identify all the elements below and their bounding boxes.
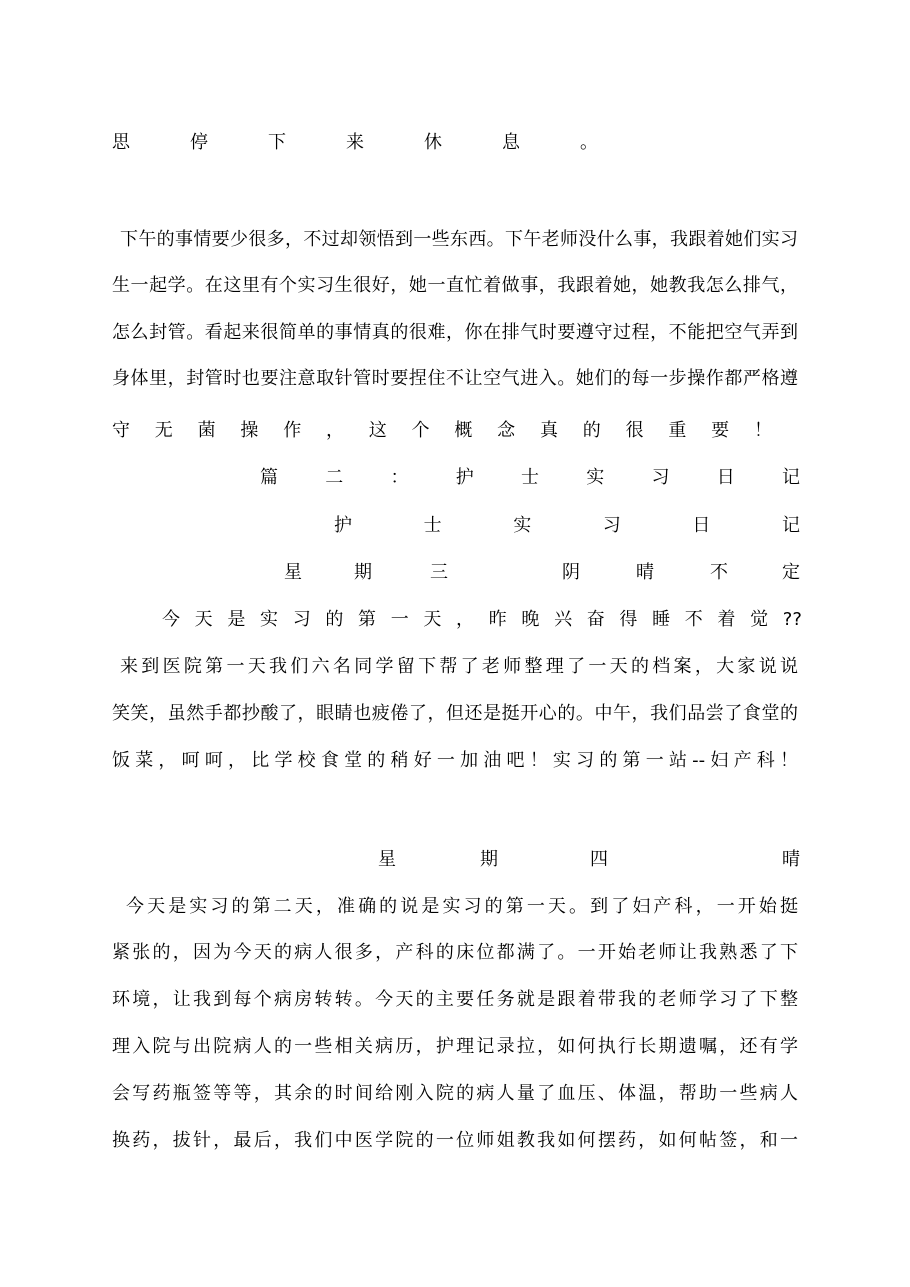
char: 今 [162,609,180,630]
char: 阴 [562,562,580,583]
char: 得 [619,609,638,630]
char: 守 [112,420,130,441]
char: 无 [154,420,173,441]
char: 停 [190,132,208,153]
paragraph-line-spaced [162,605,802,635]
char: 这 [368,420,387,441]
char: 概 [454,420,473,441]
char: 着 [717,609,736,630]
date-heading-wednesday [284,558,800,588]
char: 定 [782,562,800,583]
char: 晚 [521,609,540,630]
char: 重 [668,420,687,441]
char: 息 [502,132,520,153]
paragraph-line: 换药，拔针，最后，我们中医学院的一位师姐教我如何摆药，如何帖签，和一 [112,1130,798,1151]
char: 习 [602,515,621,536]
char: 个 [411,420,430,441]
char: 奋 [586,609,605,630]
char: 很 [625,420,644,441]
char: 四 [590,849,608,870]
char: 记 [782,467,800,488]
char: 不 [710,562,728,583]
char: 来 [346,132,364,153]
char: 实 [586,467,605,488]
char: ： [390,467,409,488]
char: 晴 [636,562,654,583]
char: 的 [582,420,601,441]
subtitle [334,511,800,541]
char: 天 [194,609,213,630]
char: ， [325,420,344,441]
char: 士 [521,467,539,488]
char: 的 [325,609,344,630]
paragraph-line: 会写药瓶签等等，其余的时间给刚入院的病人量了血压、体温，帮助一些病人 [112,1083,798,1104]
paragraph-line: 理入院与出院病人的一些相关病历，护理记录拉，如何执行长期遗嘱，还有学 [112,1036,798,1057]
char: 天 [423,609,442,630]
char: 要 [711,420,730,441]
text-line-rest [112,128,598,158]
char: 菌 [197,420,216,441]
char: 昨 [488,609,507,630]
char: 日 [692,515,711,536]
char: 记 [781,515,800,536]
char: 觉 [750,609,769,630]
char: 星 [378,849,396,870]
char: 习 [651,467,670,488]
char: ， [456,609,475,630]
char: 休 [424,132,442,153]
char: ?? [782,609,802,630]
char: 星 [284,562,302,583]
paragraph-line: 饭菜，呵呵，比学校食堂的稍好一加油吧！实习的第一站--妇产科！ [112,750,798,771]
char: 作 [283,420,302,441]
paragraph-line: 怎么封管。看起来很简单的事情真的很难，你在排气时要遵守过程，不能把空气弄到 [112,322,798,343]
char: 。 [580,132,598,153]
paragraph-line: 今天是实习的第二天，准确的说是实习的第一天。到了妇产科，一开始挺 [126,896,798,917]
char: 三 [430,562,448,583]
paragraph-line: 身体里，封管时也要注意取针管时要捏住不让空气进入。她们的每一步操作都严格遵 [112,368,798,389]
paragraph-line: 环境，让我到每个病房转转。今天的主要任务就是跟着带我的老师学习了下整 [112,989,798,1010]
char: 二 [325,467,344,488]
char: 念 [497,420,516,441]
char: 是 [227,609,246,630]
char: 兴 [554,609,573,630]
paragraph-line: 下午的事情要少很多，不过却领悟到一些东西。下午老师没什么事，我跟着她们实习 [120,229,798,250]
char: 期 [354,562,372,583]
paragraph-line: 来到医院第一天我们六名同学留下帮了老师整理了一天的档案，大家说说 [120,656,798,677]
paragraph-line: 笑笑，虽然手都抄酸了，眼睛也疲倦了，但还是挺开心的。中午，我们品尝了食堂的 [112,703,798,724]
char: 士 [423,515,442,536]
char: 睡 [652,609,671,630]
char: 护 [455,467,474,488]
char: 实 [260,609,279,630]
char: 一 [390,609,409,630]
char: 护 [334,515,352,536]
char: 操 [240,420,259,441]
paragraph-line-spaced [112,416,772,446]
char: 篇 [260,467,278,488]
char: 日 [716,467,735,488]
char: 实 [513,515,532,536]
char: 下 [268,132,286,153]
char: 习 [292,609,311,630]
date-heading-thursday [378,845,800,875]
paragraph-line: 生一起学。在这里有个实习生很好，她一直忙着做事，我跟着她，她教我怎么排气， [112,275,798,296]
char: 思 [112,132,130,153]
chapter-title [260,463,800,493]
char: 期 [480,849,498,870]
char: 第 [358,609,377,630]
char: ！ [753,420,772,441]
char: 不 [684,609,703,630]
paragraph-line: 紧张的，因为今天的病人很多，产科的床位都满了。一开始老师让我熟悉了下 [112,942,798,963]
char: 晴 [782,849,800,870]
char: 真 [539,420,558,441]
